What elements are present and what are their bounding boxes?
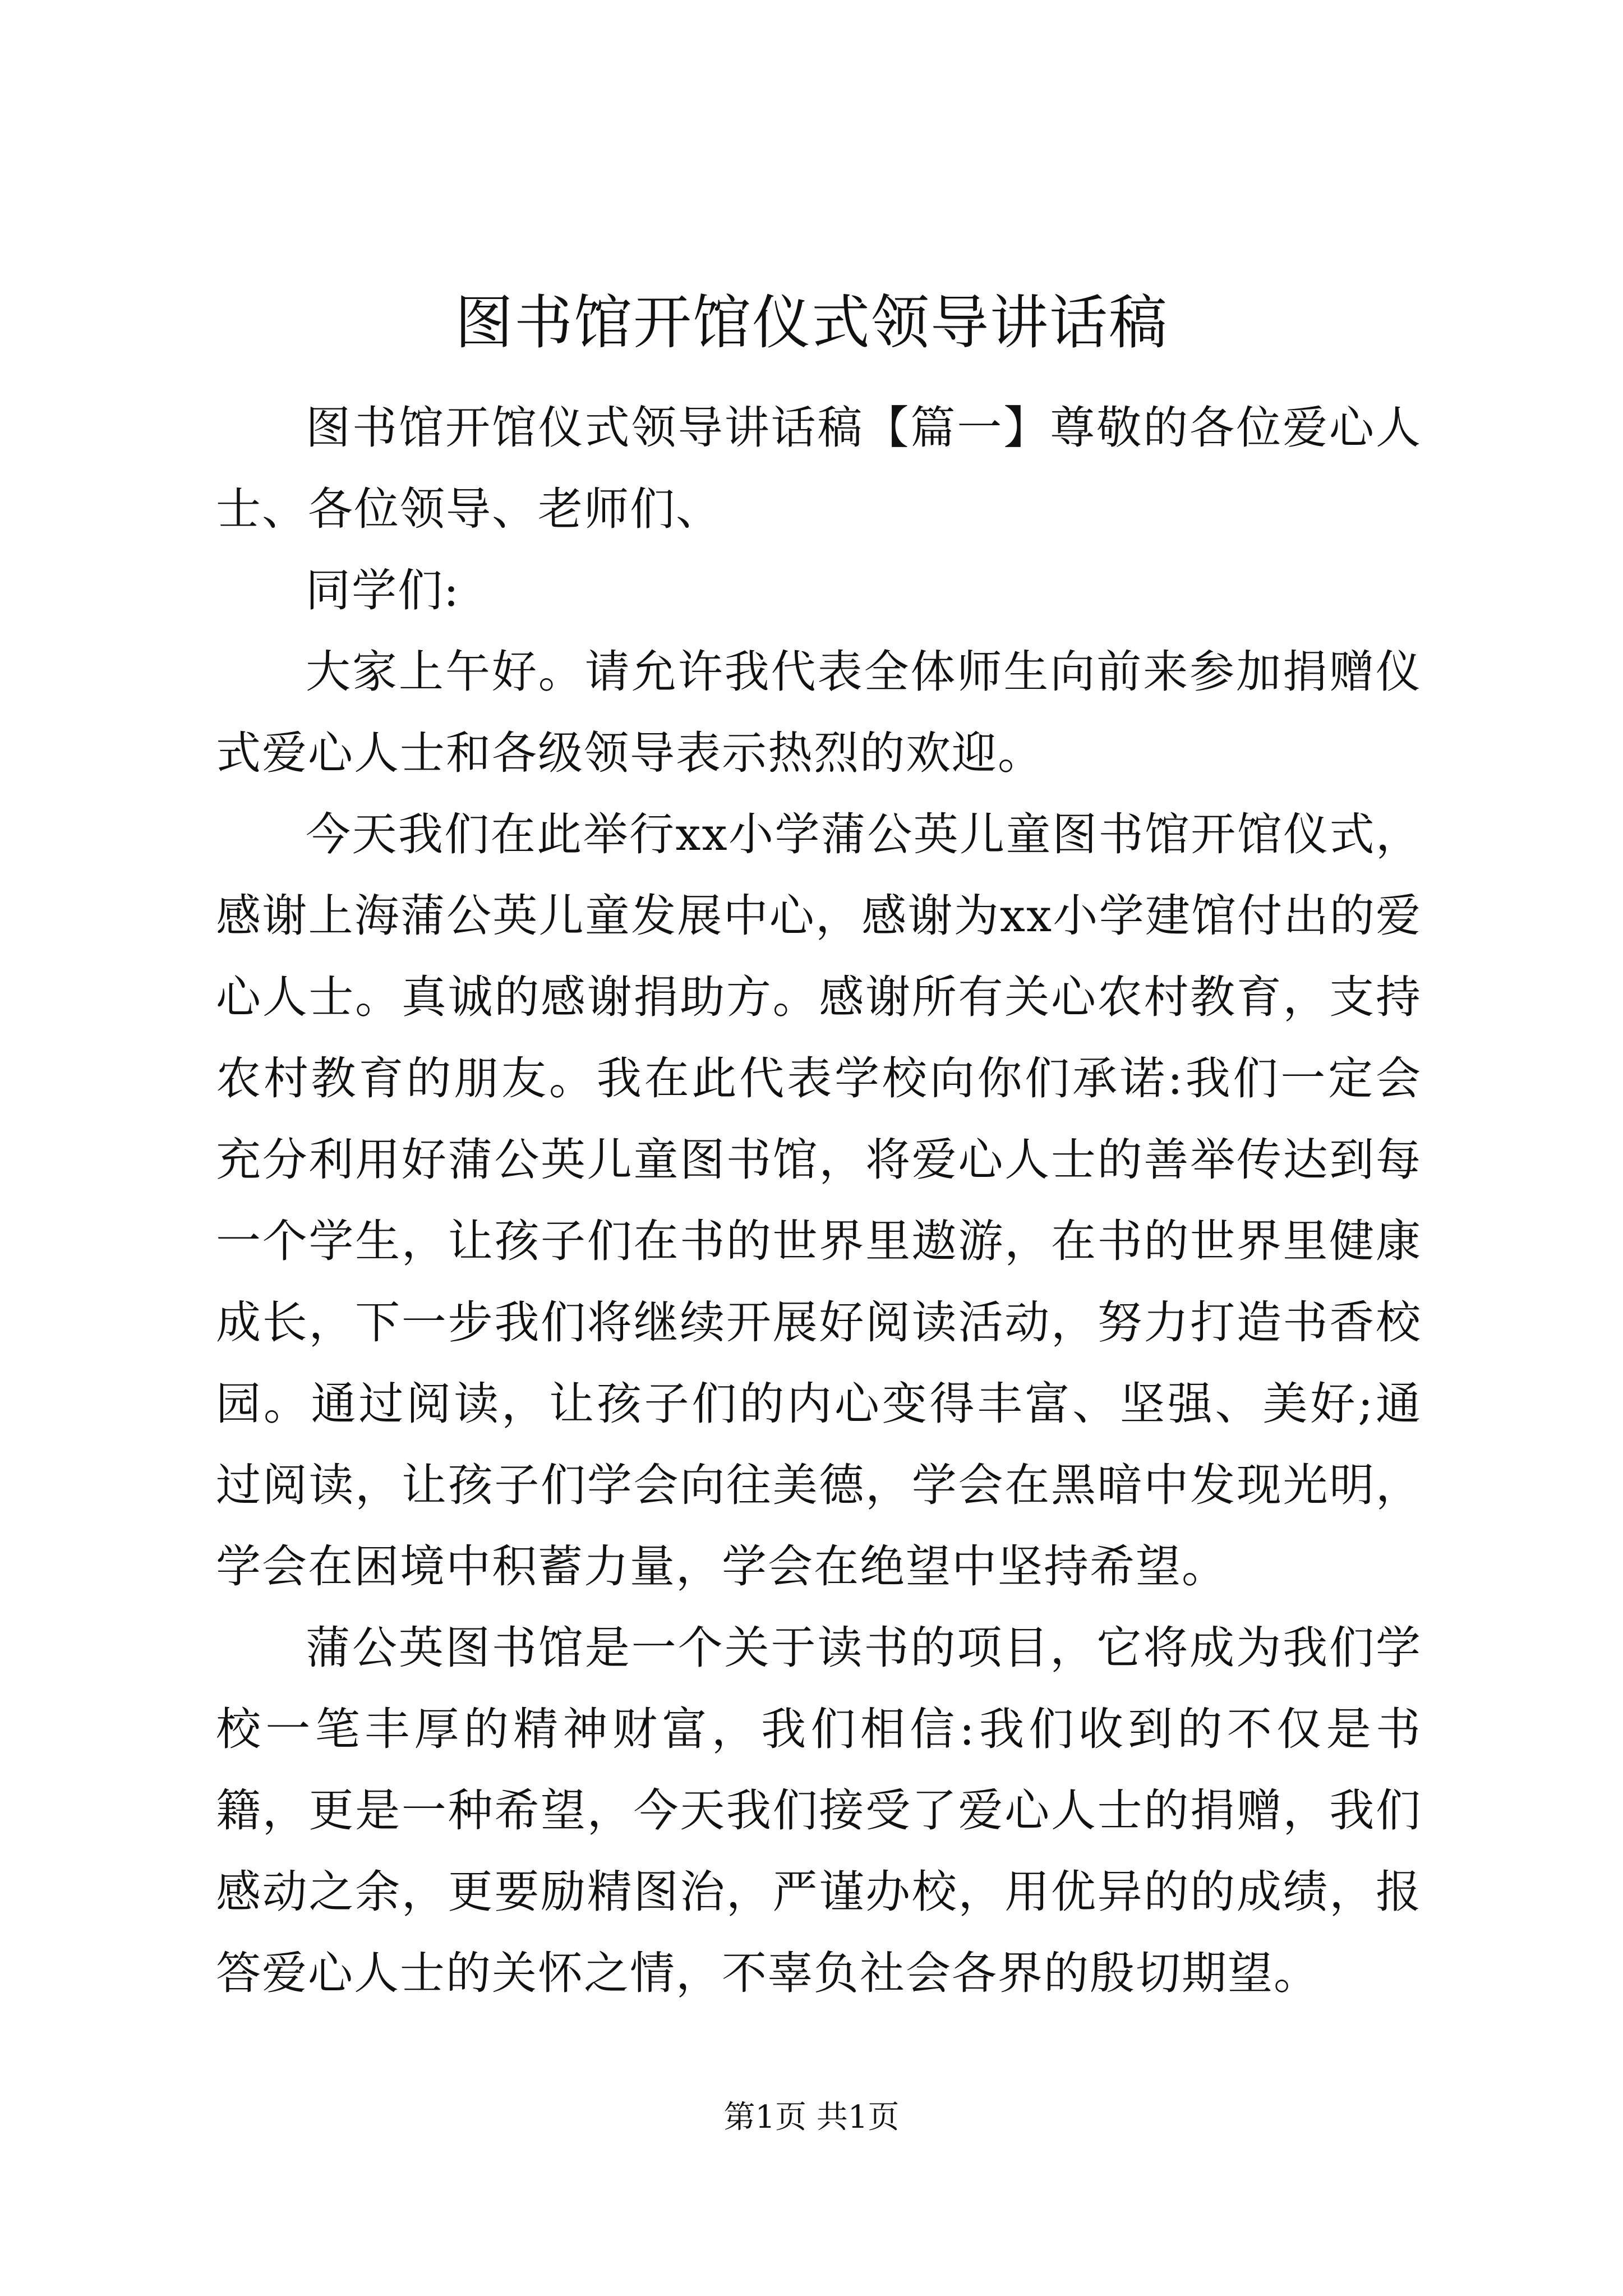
document-title: 图书馆开馆仪式领导讲话稿: [454, 288, 1168, 357]
paragraph-greeting: 图书馆开馆仪式领导讲话稿【篇一】尊敬的各位爱心人士、各位领导、老师们、: [216, 402, 1422, 535]
document-body: [216, 387, 1422, 2014]
page-footer: 第1页 共1页: [723, 2099, 900, 2136]
paragraph-welcome: 大家上午好。请允许我代表全体师生向前来参加捐赠仪式爱心人士和各级领导表示热烈的欢迎。: [216, 646, 1422, 779]
paragraph-thanks: 今天我们在此举行xx小学蒲公英儿童图书馆开馆仪式，感谢上海蒲公英儿童发展中心，感谢为xx小学建馆付出的爱心人士。真诚的感谢捐助方。感谢所有关心农村教育，支持农村教育的朋友。我在此代表学校向你们承诺:我们一定会充分利用好蒲公英儿童图书馆，将爱心人士的善举传达到每一个学生，让孩子们在书的世界里遨游，在书的世界里健康成长，下一步我们将继续开展好阅读活动，努力打造书香校园。通过阅读，让孩子们的内心变得丰富、坚强、美好;通过阅读，让孩子们学会向往美德，学会在黑暗中发现光明，学会在困境中积蓄力量，学会在绝望中坚持希望。: [216, 808, 1422, 1593]
paragraph-salutation: 同学们:: [306, 564, 460, 616]
paragraph-project: 蒲公英图书馆是一个关于读书的项目，它将成为我们学校一笔丰厚的精神财富，我们相信:我们收到的不仅是书籍，更是一种希望，今天我们接受了爱心人士的捐赠，我们感动之余，更要励精图治，严谨办校，用优异的的成绩，报答爱心人士的关怀之情，不辜负社会各界的殷切期望。: [216, 1622, 1422, 1999]
